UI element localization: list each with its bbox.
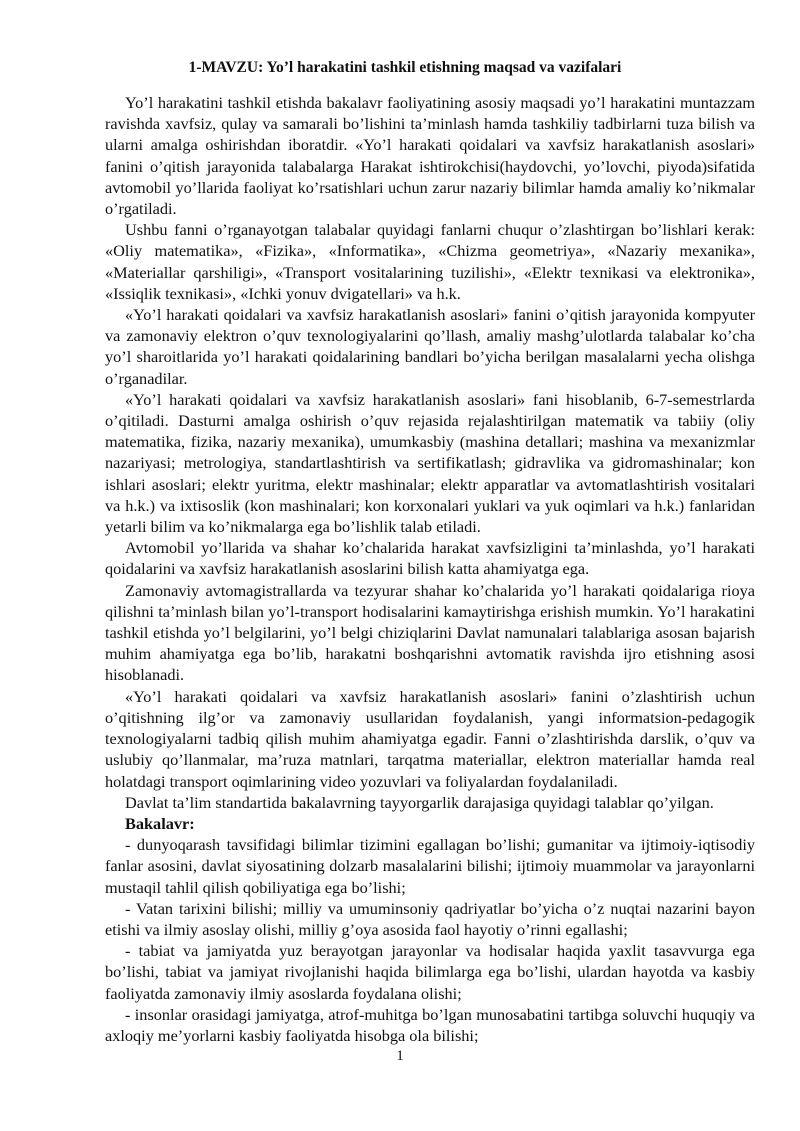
paragraph: «Yo’l harakati qoidalari va xavfsiz harakatlanish asoslari» fanini o’qitish jarayonida kompyuter va zamonaviy elektron o’quv texnologiyalarini qo’llash, amaliy mashg’ulotlarda talabalar ko’cha yo’l sharoitlarida yo’l harakati qoidalarining bandlari bo’yicha berilgan masalalarni yecha olishga o’rganadilar.	[105, 305, 755, 388]
paragraph: «Yo’l harakati qoidalari va xavfsiz harakatlanish asoslari» fanini o’zlashtirish uchun o’qitishning ilg’or va zamonaviy usullaridan foydalanish, yangi informatsion-pedagogik texnologiyalarni tadbiq qilish muhim ahamiyatga egadir. Fanni o’zlashtirishda darslik, o’quv va uslubiy qo’llanmalar, ma’ruza matnlari, tarqatma materiallar, elektron materiallar hamda real holatdagi transport oqimlarining video yozuvlari va foliyalardan foydalaniladi.	[105, 686, 755, 791]
section-heading: Bakalavr:	[125, 813, 195, 833]
page-title: 1-MAVZU: Yo’l harakatini tashkil etishning maqsad va vazifalari	[188, 59, 622, 76]
paragraph: «Yo’l harakati qoidalari va xavfsiz harakatlanish asoslari» fani hisoblanib, 6-7-semestrlarda o’qitiladi. Dasturni amalga oshirish o’quv rejasida rejalashtirilgan matematik va tabiiy (oliy matematika, fizika, nazariy mexanika), umumkasbiy (mashina detallari; mashina va mexanizmlar nazariyasi; metrologiya, standartlashtirish va sertifikatlash; gidravlika va gidromashinalar; kon ishlari asoslari; elektr yuritma, elektr mashinalar; elektr apparatlar va avtomatlashtirish vositalari va h.k.) va ixtisoslik (kon mashinalari; kon korxonalari yuklari va yuk oqimlari va h.k.) fanlaridan yetarli bilim va ko’nikmalarga ega bo’lishlik talab etiladi.	[105, 389, 755, 537]
paragraph: Yo’l harakatini tashkil etishda bakalavr faoliyatining asosiy maqsadi yo’l harakatini muntazzam ravishda xavfsiz, qulay va samarali bo’lishini ta’minlash hamda tashkiliy tadbirlarni tuza bilish va ularni amalga oshirishdan iboratdir. «Yo’l harakati qoidalari va xavfsiz harakatlanish asoslari» fanini o’qitish jarayonida talabalarga Harakat ishtirokchisi(haydovchi, yo’lovchi, piyoda)sifatida avtomobil yo’llarida faoliyat ko’rsatishlari uchun zarur nazariy bilimlar hamda amaliy ko’nikmalar o’rgatiladi.	[105, 93, 755, 219]
paragraph: Ushbu fanni o’rganayotgan talabalar quyidagi fanlarni chuqur o’zlashtirgan bo’lishlari kerak: «Oliy matematika», «Fizika», «Informatika», «Chizma geometriya», «Nazariy mexanika», «Materiallar qarshiligi», «Transport vositalarining tuzilishi», «Elektr texnikasi va elektronika», «Issiqlik texnikasi», «Ichki yonuv dvigatellari» va h.k.	[105, 220, 755, 303]
requirement-item: - insonlar orasidagi jamiyatga, atrof-muhitga bo’lgan munosabatini tartibga soluvchi huquqiy va axloqiy me’yorlarni kasbiy faoliyatda hisobga ola bilishi;	[105, 1004, 755, 1045]
requirement-item: - tabiat va jamiyatda yuz berayotgan jarayonlar va hodisalar haqida yaxlit tasavvurga ega bo’lishi, tabiat va jamiyat rivojlanishi haqida bilimlarga ega bo’lishi, ulardan hayotda va kasbiy faoliyatda zamonaviy ilmiy asoslarda foydalana olishi;	[105, 941, 755, 1003]
paragraph: Zamonaviy avtomagistrallarda va tezyurar shahar ko’chalarida yo’l harakati qoidalariga rioya qilishni ta’minlash bilan yo’l-transport hodisalarini kamaytirishga erishish mumkin. Yo’l harakatini tashkil etishda yo’l belgilarini, yo’l belgi chiziqlarini Davlat namunalari talablariga asosan bajarish muhim ahamiyatga ega bo’lib, harakatni boshqarishni avtomatik ravishda ijro etishning asosi hisoblanadi.	[105, 580, 755, 685]
page-number: 1	[396, 1048, 404, 1064]
document-body	[105, 92, 755, 1046]
paragraph: Davlat ta’lim standartida bakalavrning tayyorgarlik darajasiga quyidagi talablar qo’yilgan.	[125, 792, 714, 812]
paragraph: Avtomobil yo’llarida va shahar ko’chalarida harakat xavfsizligini ta’minlashda, yo’l harakati qoidalarini va xavfsiz harakatlanish asoslarini bilish katta ahamiyatga ega.	[105, 538, 755, 579]
requirement-item: - dunyoqarash tavsifidagi bilimlar tizimini egallagan bo’lishi; gumanitar va ijtimoiy-iqtisodiy fanlar asosini, davlat siyosatining dolzarb masalalarini bilishi; ijtimoiy muammolar va jarayonlarni mustaqil tahlil qilish qobiliyatiga ega bo’lishi;	[105, 835, 755, 897]
requirement-item: - Vatan tarixini bilishi; milliy va umuminsoniy qadriyatlar bo’yicha o’z nuqtai nazarini bayon etishi va ilmiy asoslay olishi, milliy g’oya asosida faol hayotiy o’rinni egallashi;	[105, 898, 755, 939]
